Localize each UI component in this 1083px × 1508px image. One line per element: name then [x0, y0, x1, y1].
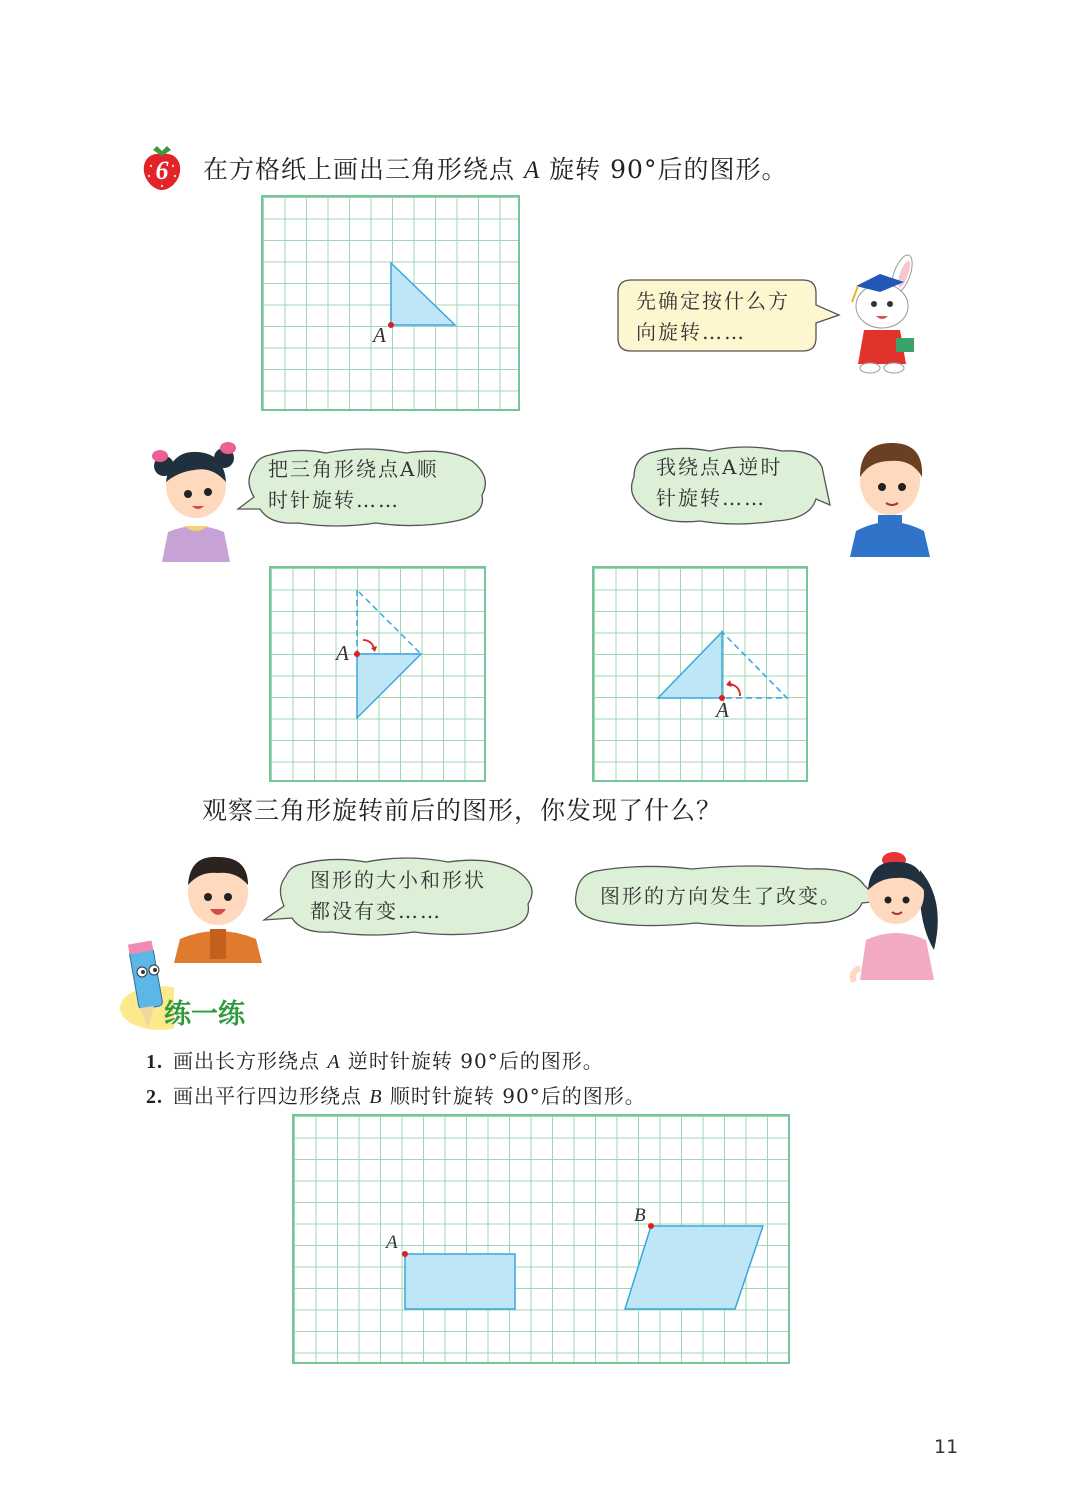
bubble-boy-shape: 图形的大小和形状 都没有变…… [262, 856, 540, 936]
point-a [354, 651, 360, 657]
bubble-rabbit: 先确定按什么方 向旋转…… [617, 279, 842, 352]
grid-original-triangle [261, 195, 520, 411]
rotation-arrow-icon [363, 640, 374, 648]
original-triangle-dashed [357, 590, 421, 654]
label-point-b: B [634, 1205, 646, 1226]
problem-number: 6 [155, 156, 169, 185]
bubble-girl-direction: 图形的方向发生了改变。 [572, 865, 882, 927]
rabbit-character [840, 252, 925, 374]
original-triangle [391, 263, 455, 325]
rotated-triangle-clockwise [357, 654, 421, 718]
original-triangle-figure [263, 197, 522, 413]
original-triangle-dashed [722, 632, 787, 698]
label-point-a: A [716, 698, 729, 722]
label-point-a: A [386, 1232, 398, 1253]
counterclockwise-figure [594, 568, 810, 784]
grid-exercises [292, 1114, 790, 1364]
girl-character-direction [850, 840, 946, 990]
page-number: 11 [934, 1436, 959, 1458]
label-point-a: A [336, 641, 349, 665]
rotated-triangle-counterclockwise [658, 632, 722, 698]
exercise-figures [294, 1116, 792, 1366]
label-point-a: A [373, 323, 386, 347]
bubble-girl-clockwise: 把三角形绕点A顺 时针旋转…… [236, 447, 492, 527]
exercise-2: 2. 画出平行四边形绕点 B 顺时针旋转 90°后的图形。 [146, 1084, 646, 1108]
point-b [648, 1223, 654, 1229]
girl-character-clockwise [150, 436, 242, 562]
problem-title: 在方格纸上画出三角形绕点 A 旋转 90°后的图形。 [203, 155, 788, 184]
point-a [402, 1251, 408, 1257]
point-a [388, 322, 394, 328]
boy-character-counterclockwise [846, 433, 934, 557]
clockwise-figure [271, 568, 488, 784]
practice-header [114, 938, 274, 1034]
bubble-boy-counterclockwise: 我绕点A逆时 针旋转…… [626, 445, 832, 525]
grid-clockwise [269, 566, 486, 782]
problem-number-badge [139, 142, 185, 192]
observation-question: 观察三角形旋转前后的图形，你发现了什么？ [202, 796, 723, 825]
grid-counterclockwise [592, 566, 808, 782]
parallelogram-shape [625, 1226, 763, 1309]
exercise-1: 1. 画出长方形绕点 A 逆时针旋转 90°后的图形。 [146, 1049, 604, 1073]
practice-heading: 练一练 [164, 999, 245, 1030]
rectangle-shape [405, 1254, 515, 1309]
